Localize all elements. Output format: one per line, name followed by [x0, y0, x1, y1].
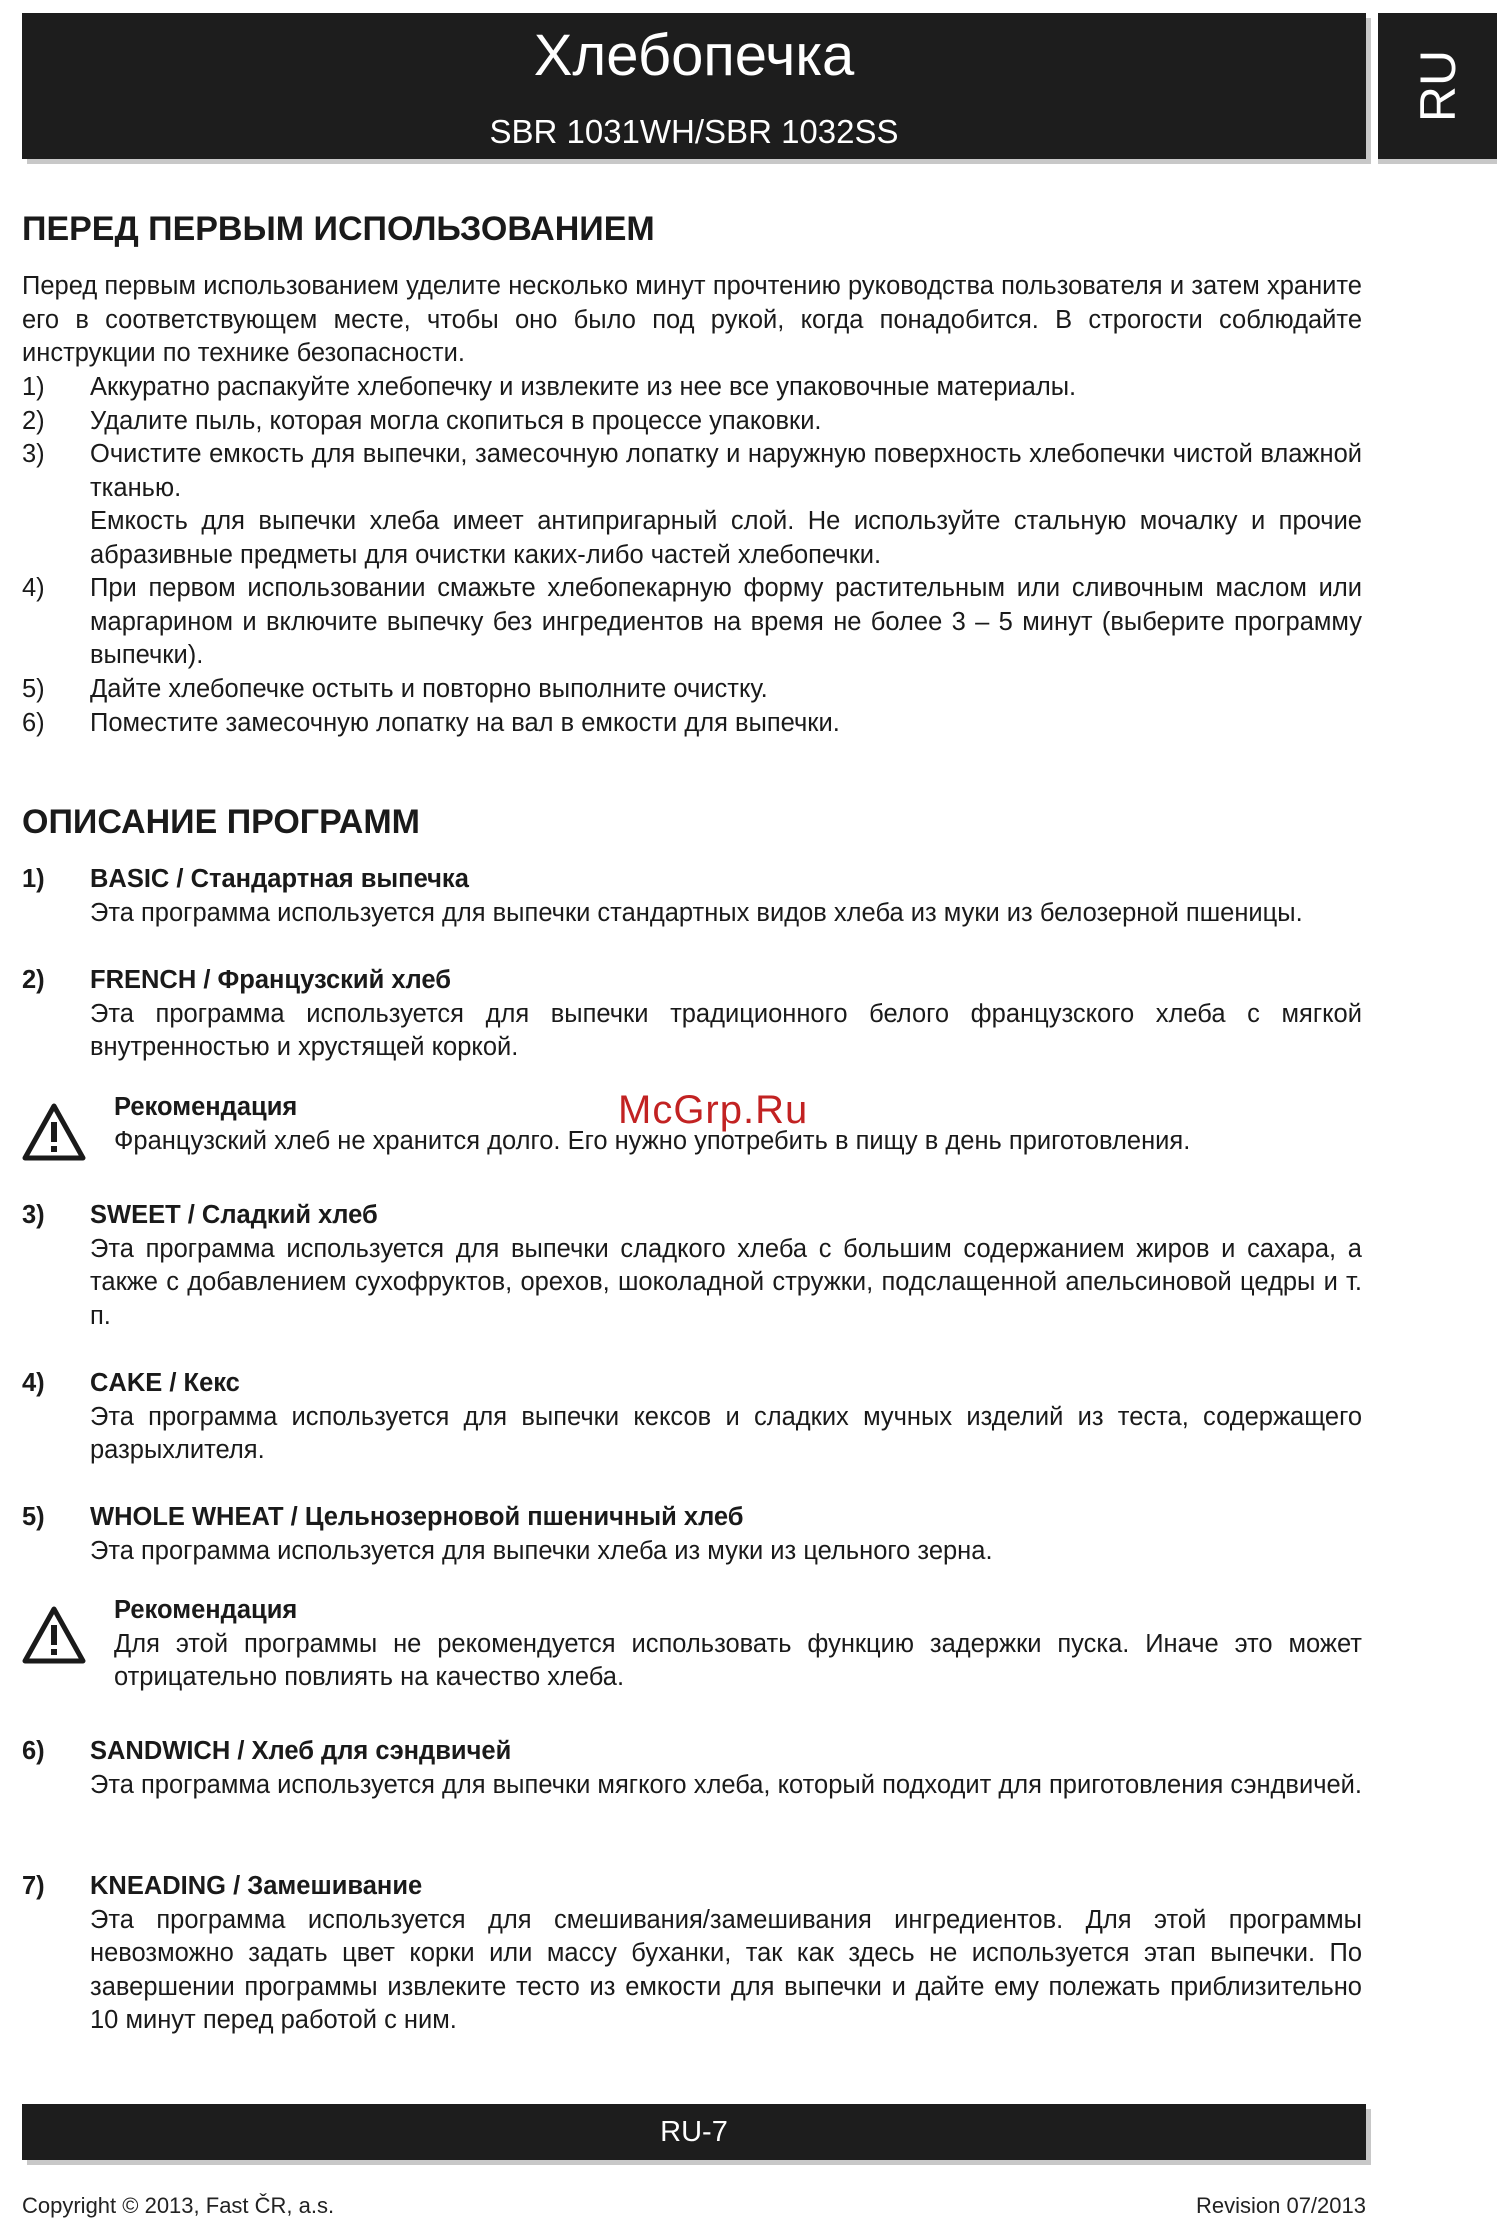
program-item [22, 1870, 1362, 2038]
program-number: 5) [22, 1503, 45, 1531]
program-item [22, 964, 1362, 1065]
item-text: Очистите емкость для выпечки, замесочную лопатку и наружную поверхность хлебопечки чистой влажной тканью. [90, 440, 1362, 502]
item-number: 5) [22, 675, 45, 703]
note-title: Рекомендация [114, 1093, 298, 1121]
watermark: McGrp.Ru [618, 1088, 809, 1132]
note-text: Для этой программы не рекомендуется использовать функцию задержки пуска. Иначе это может отрицательно повлиять на качество хлеба. [114, 1629, 1362, 1691]
program-description: Эта программа используется для выпечки мягкого хлеба, который подходит для приготовления сэндвичей. [90, 1770, 1363, 1799]
program-description: Эта программа используется для выпечки сладкого хлеба с большим содержанием жиров и сахара, а также с добавлением сухофруктов, орехов, шоколадной стружки, подслащенной апельсиновой цедры и т. п. [90, 1234, 1362, 1330]
list-item [22, 707, 1362, 741]
model-numbers: SBR 1031WH/SBR 1032SS [489, 113, 899, 150]
page-number: RU-7 [660, 2116, 728, 2148]
item-number: 4) [22, 574, 45, 602]
list-item [22, 673, 1362, 707]
revision: Revision 07/2013 [1195, 2193, 1366, 2218]
program-title: CAKE / Кекс [90, 1369, 240, 1397]
page-number-bar [22, 2104, 1366, 2160]
program-item [22, 863, 1362, 930]
program-description: Эта программа используется для выпечки традиционного белого французского хлеба с мягкой внутренностью и хрустящей коркой. [90, 999, 1362, 1061]
list-item [22, 371, 1362, 405]
warning-icon [22, 1606, 86, 1664]
list-item [22, 438, 1362, 572]
item-number: 1) [22, 373, 45, 401]
program-number: 3) [22, 1201, 45, 1229]
program-description: Эта программа используется для смешивания/замешивания ингредиентов. Для этой программы невозможно задать цвет корки или массу буханки, так как здесь не используется этап выпечки. По завершении программы извлеките тесто из емкости для выпечки и дайте ему полежать приблизительно 10 минут перед работой с ним. [90, 1905, 1362, 2034]
item-number: 3) [22, 440, 45, 468]
item-text: Аккуратно распакуйте хлебопечку и извлеките из нее все упаковочные материалы. [90, 373, 1077, 401]
program-item [22, 1501, 1362, 1568]
item-extra-text: Емкость для выпечки хлеба имеет антипригарный слой. Не используйте стальную мочалку и прочие абразивные предметы для очистки каких-либо частей хлебопечки. [90, 507, 1362, 569]
program-description: Эта программа используется для выпечки стандартных видов хлеба из муки из белозерной пшеницы. [90, 898, 1303, 927]
language-code: RU [1409, 49, 1466, 123]
note-text: Французский хлеб не хранится долго. Его нужно употребить в пищу в день приготовления. [114, 1126, 1191, 1155]
list-item [22, 405, 1362, 439]
intro-paragraph: Перед первым использованием уделите несколько минут прочтению руководства пользователя и затем храните его в соответствующем месте, чтобы оно было под рукой, когда понадобится. В строгости соблюдайте инструкции по технике безопасности. [22, 272, 1362, 367]
item-number: 2) [22, 407, 45, 435]
item-number: 6) [22, 709, 45, 737]
program-title: KNEADING / Замешивание [90, 1872, 423, 1900]
page-header [22, 13, 1366, 159]
copyright: Copyright © 2013, Fast ČR, a.s. [22, 2193, 335, 2218]
item-text: Дайте хлебопечке остыть и повторно выполните очистку. [90, 675, 768, 703]
section-heading-programs: ОПИСАНИЕ ПРОГРАММ [22, 803, 420, 841]
document-title: Хлебопечка [533, 23, 855, 88]
program-title: WHOLE WHEAT / Цельнозерновой пшеничный хлеб [90, 1503, 744, 1531]
section-heading-before-use: ПЕРЕД ПЕРВЫМ ИСПОЛЬЗОВАНИЕМ [22, 210, 655, 248]
program-number: 4) [22, 1369, 45, 1397]
item-text: Поместите замесочную лопатку на вал в емкости для выпечки. [90, 709, 840, 737]
program-title: FRENCH / Французский хлеб [90, 966, 452, 994]
program-title: BASIC / Стандартная выпечка [90, 865, 469, 893]
warning-icon [22, 1103, 86, 1161]
program-number: 6) [22, 1737, 45, 1765]
language-tab [1378, 13, 1497, 159]
program-item [22, 1735, 1362, 1802]
program-title: SWEET / Сладкий хлеб [90, 1201, 378, 1229]
recommendation-note [22, 1594, 1362, 1695]
program-number: 7) [22, 1872, 45, 1900]
program-item [22, 1199, 1362, 1333]
program-description: Эта программа используется для выпечки хлеба из муки из цельного зерна. [90, 1536, 993, 1565]
item-text: Удалите пыль, которая могла скопиться в процессе упаковки. [90, 407, 822, 435]
note-title: Рекомендация [114, 1596, 298, 1624]
program-number: 2) [22, 966, 45, 994]
list-item [22, 572, 1362, 673]
item-text: При первом использовании смажьте хлебопекарную форму растительным или сливочным маслом или маргарином и включите выпечку без ингредиентов на время не более 3 – 5 минут (выберите программу выпечки). [90, 574, 1362, 669]
program-title: SANDWICH / Хлеб для сэндвичей [90, 1737, 512, 1765]
program-number: 1) [22, 865, 45, 893]
program-description: Эта программа используется для выпечки кексов и сладких мучных изделий из теста, содержащего разрыхлителя. [90, 1402, 1362, 1464]
program-item [22, 1367, 1362, 1468]
